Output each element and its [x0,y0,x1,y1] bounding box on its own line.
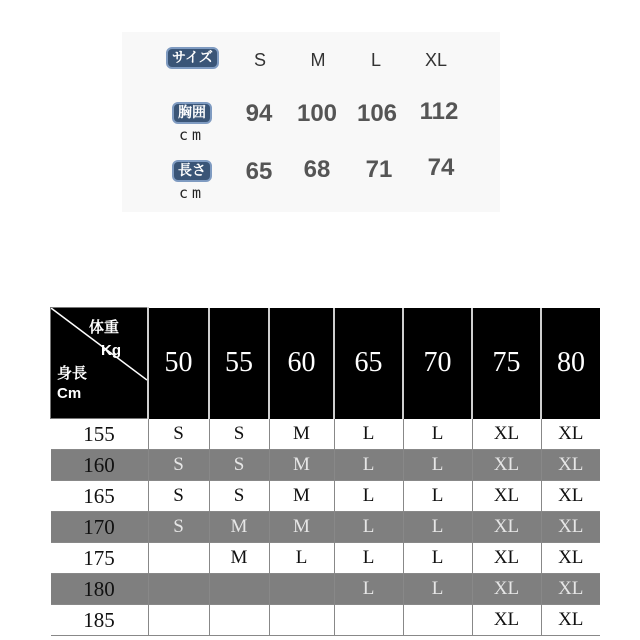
size-cell [148,605,209,636]
chest-row-label [172,102,212,144]
size-cell: XL [472,512,541,543]
size-cell: M [269,450,334,481]
weight-header-60: 60 [269,308,334,419]
length-value-s: 65 [245,158,273,185]
size-cell: M [269,512,334,543]
size-cell: XL [472,574,541,605]
size-cell: XL [472,605,541,636]
weight-unit: Kg [101,342,121,359]
size-cell [148,574,209,605]
chest-value-xl: 112 [419,98,459,125]
size-grid-table [50,307,600,636]
size-cell: XL [541,450,600,481]
weight-header-55: 55 [209,308,269,419]
size-cell: XL [472,543,541,574]
size-cell: XL [472,450,541,481]
chest-value-s: 94 [245,100,273,127]
length-value-xl: 74 [427,154,455,181]
chest-value-l: 106 [356,100,398,127]
size-cell: L [334,450,403,481]
weight-header-row [51,308,601,419]
table-row [51,543,601,574]
size-cell [269,574,334,605]
size-header-xl: XL [424,50,448,70]
size-cell: S [148,481,209,512]
height-cell: 180 [51,574,149,605]
size-cell: M [269,419,334,450]
size-cell: L [403,543,472,574]
height-weight-size-grid [50,307,600,636]
size-badge: サイズ [166,47,219,69]
size-cell [269,605,334,636]
weight-header-65: 65 [334,308,403,419]
chest-unit: cm [178,126,206,144]
size-header-l: L [370,50,381,70]
height-cell: 165 [51,481,149,512]
weight-header-80: 80 [541,308,600,419]
size-row-label [166,47,219,69]
table-row [51,512,601,543]
size-cell [148,543,209,574]
size-cell: L [269,543,334,574]
size-cell: XL [472,419,541,450]
size-cell: L [403,450,472,481]
size-cell [334,605,403,636]
size-cell: XL [541,605,600,636]
size-cell: M [269,481,334,512]
height-cell: 170 [51,512,149,543]
table-row [51,450,601,481]
length-badge: 長さ [172,160,212,182]
height-unit: Cm [57,385,82,402]
size-cell: L [403,512,472,543]
length-unit: cm [178,184,206,202]
length-row-label [172,160,212,202]
table-row [51,605,601,636]
size-header-m: M [310,50,326,70]
size-cell: XL [541,574,600,605]
size-cell: XL [472,481,541,512]
size-cell: L [334,419,403,450]
chest-badge: 胸囲 [172,102,212,124]
size-cell: XL [541,481,600,512]
size-cell: L [334,574,403,605]
table-row [51,574,601,605]
size-cell: L [334,512,403,543]
length-value-l: 71 [365,156,393,183]
height-cell: 155 [51,419,149,450]
table-row [51,419,601,450]
size-cell: S [209,419,269,450]
size-cell: XL [541,543,600,574]
weight-header-70: 70 [403,308,472,419]
weight-header-50: 50 [148,308,209,419]
size-cell: S [148,419,209,450]
size-cell: S [209,481,269,512]
weight-label: 体重 [89,319,120,336]
size-cell: S [209,450,269,481]
height-label: 身長 [57,365,88,382]
size-cell: S [148,450,209,481]
height-cell: 175 [51,543,149,574]
height-label-block [57,364,87,404]
size-cell: L [334,543,403,574]
size-cell: L [403,419,472,450]
size-cell: XL [541,512,600,543]
length-value-m: 68 [303,156,331,183]
size-cell: M [209,512,269,543]
weight-header-75: 75 [472,308,541,419]
size-cell: S [148,512,209,543]
size-cell: XL [541,419,600,450]
size-cell: L [403,481,472,512]
corner-header-cell [51,308,149,419]
height-cell: 185 [51,605,149,636]
chest-value-m: 100 [296,100,338,127]
size-cell [403,605,472,636]
size-cell: L [334,481,403,512]
size-cell: M [209,543,269,574]
size-cell [209,574,269,605]
size-spec-chart [122,32,500,212]
size-cell: L [403,574,472,605]
height-cell: 160 [51,450,149,481]
table-row [51,481,601,512]
size-header-s: S [253,50,266,70]
size-cell [209,605,269,636]
